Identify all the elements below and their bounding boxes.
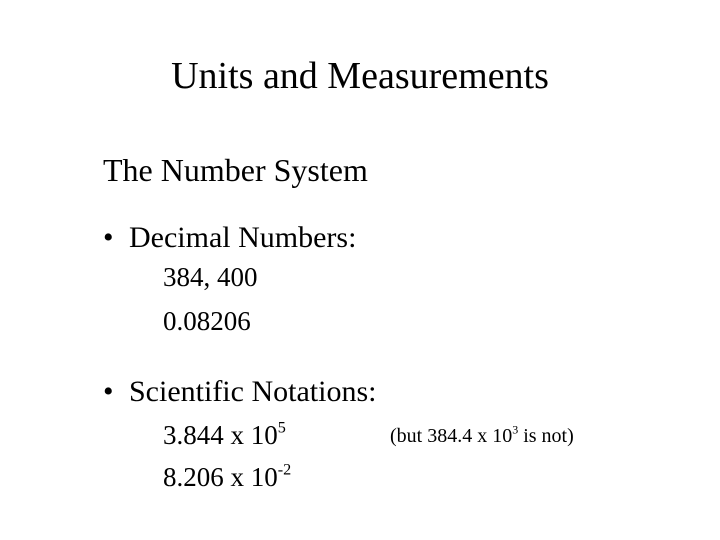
bullet-decimal-numbers (103, 220, 356, 256)
scientific-exponent: -2 (277, 460, 292, 479)
scientific-mantissa: 3.844 x 10 (163, 420, 278, 450)
note-prefix: (but 384.4 x 10 (390, 425, 513, 447)
bullet-label: Scientific Notations: (129, 375, 377, 408)
counterexample-note (390, 423, 574, 449)
bullet-scientific-notations (103, 374, 376, 410)
section-heading: The Number System (103, 152, 368, 188)
bullet-marker: • (103, 375, 114, 408)
decimal-value: 384, 400 (163, 262, 258, 292)
scientific-value (163, 418, 286, 452)
note-exponent: 3 (512, 422, 519, 437)
scientific-value (163, 460, 291, 494)
bullet-marker: • (103, 221, 114, 254)
scientific-mantissa: 8.206 x 10 (163, 462, 278, 492)
scientific-exponent: 5 (277, 418, 286, 437)
bullet-label: Decimal Numbers: (129, 221, 357, 254)
note-suffix: is not) (518, 425, 574, 447)
decimal-value: 0.08206 (163, 306, 251, 336)
slide-title: Units and Measurements (171, 55, 549, 97)
